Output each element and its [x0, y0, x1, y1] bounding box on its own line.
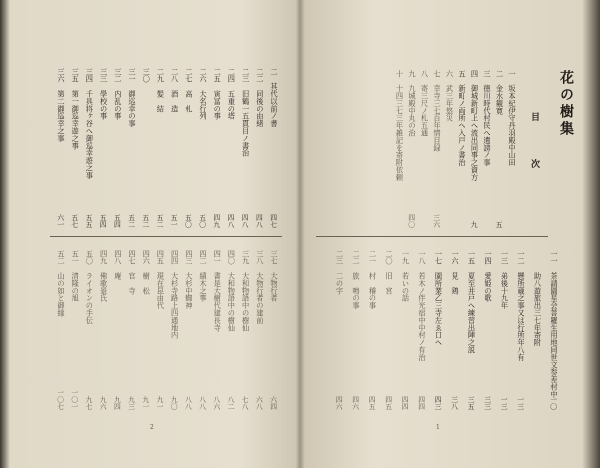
section-divider	[50, 236, 282, 237]
toc-entry	[494, 70, 504, 228]
toc-entry-label: 五一 清隆の旭	[71, 250, 81, 302]
toc-entry	[98, 250, 108, 410]
toc-entry-label: 二 其代以前ノ書	[270, 68, 279, 128]
toc-entry-page: 四三	[433, 396, 442, 410]
toc-entry-label: 五二 山の如と御縁	[57, 250, 66, 317]
toc-entry-page: 一三	[515, 396, 524, 410]
toc-entry-page: 三六	[431, 214, 440, 228]
toc-entry-page: 四八	[254, 214, 263, 228]
toc-entry-label: 三〇	[142, 68, 152, 105]
toc-entry-label: 一八 若木ノ伴光宿中中村ノ有治	[418, 250, 427, 361]
toc-entry-page: 一三	[499, 396, 508, 410]
toc-entry-label: 二 金水観寛	[495, 70, 505, 115]
toc-entry-page: 六四	[268, 396, 277, 410]
toc-entry-page: 四五	[383, 396, 392, 410]
toc-entry	[240, 250, 250, 410]
toc-entry	[466, 250, 476, 410]
toc-entry-label: 四七 官 寺	[128, 250, 137, 295]
toc-entry	[406, 70, 416, 228]
toc-entry-page: 七八	[240, 396, 249, 410]
toc-entry	[254, 250, 264, 410]
toc-entry-label: 六 武三年悠災	[445, 70, 455, 122]
toc-entry-page: 四六	[350, 396, 359, 410]
toc-entry	[98, 68, 108, 228]
toc-entry-label: 一五 夏至井戸へ練習出陣之説	[467, 250, 477, 354]
toc-entry-label: 一六 見 鶏	[451, 250, 460, 295]
toc-entry	[469, 70, 479, 228]
toc-entry-page: 八二	[225, 396, 234, 410]
toc-entry	[83, 68, 93, 228]
toc-entry	[268, 68, 278, 228]
toc-entry-label: 四八 庵	[113, 250, 123, 280]
toc-entry	[183, 250, 193, 410]
toc-entry-label: 八 寄三尺ノ札五通	[420, 70, 430, 137]
toc-entry-label: 二七 高 札	[184, 68, 194, 113]
toc-entry-page: 四四	[416, 396, 425, 410]
book-title: 花の樹集	[558, 70, 574, 138]
toc-entry	[444, 70, 454, 228]
toc-entry-label: 助八遊旅出三七年寄附	[533, 250, 543, 347]
toc-entry-page: 六八	[254, 396, 263, 410]
toc-entry	[55, 68, 65, 228]
toc-entry-page: 四九	[211, 214, 220, 228]
toc-entry-label: 四二 績木之事	[199, 250, 208, 302]
toc-entry-page: 八八	[183, 396, 192, 410]
toc-entry	[225, 250, 235, 410]
toc-entry-label: 三二 内乱の事	[113, 68, 123, 120]
toc-entry	[154, 68, 164, 228]
toc-entry-label: 四五 現在昆由代	[156, 250, 166, 310]
toc-entry	[140, 68, 150, 228]
toc-entry	[268, 250, 278, 410]
toc-entry-page: 四八	[225, 214, 234, 228]
toc-entry	[515, 250, 525, 410]
toc-entry-page: 三三	[482, 396, 491, 410]
toc-entry-page: 四八	[240, 214, 249, 228]
toc-entry-label: 二六 大名行列	[199, 68, 208, 120]
toc-entry-page: 九七	[83, 396, 92, 410]
toc-entry-label: 三四 千具将ヶ谷へ御巡幸遊之事	[85, 68, 95, 179]
toc-entry-label: 二四 五重の塔	[227, 68, 237, 120]
toc-entry-page: 九〇	[169, 396, 178, 410]
toc-entry-label: 一三 弟後十九年	[500, 250, 510, 310]
toc-entry-label: 三六 第二御巡幸之事	[57, 68, 66, 142]
toc-entry-page: 九一	[140, 396, 149, 410]
toc-entry-page: 五〇	[197, 214, 206, 228]
toc-entry	[431, 70, 441, 228]
toc-entry	[169, 250, 179, 410]
toc-entry-label: 四〇 大和物語中の樹仙	[227, 250, 237, 332]
toc-entry-label: 二二 同後の由緒	[255, 68, 265, 128]
toc-entry-page: 四七	[268, 214, 277, 228]
toc-entry-label: 四 御城新町上へ流出同事之資方	[470, 70, 480, 181]
toc-entry-label: 十 十四三七三年雑記を寄附依頼	[395, 70, 405, 181]
toc-entry-label: 四四 大杉寺路上四通地内	[170, 250, 180, 339]
toc-entry	[126, 68, 136, 228]
toc-entry-label: 一四 愛姫の歌	[484, 250, 493, 302]
toc-entry-label: 一 坂本紀伊守丹羽殿中山田	[508, 70, 517, 167]
toc-entry-page: 四〇	[406, 214, 415, 228]
toc-entry-label: 三 徳川時代村民へ遺謗ノ事	[483, 70, 492, 167]
toc-entry-label: 四九 佛歌景氏	[99, 250, 109, 302]
toc-entry	[383, 250, 393, 410]
toc-entry	[112, 68, 122, 228]
toc-entry-label: 一二 懸所蔵之事又は行所年八有	[517, 250, 526, 361]
toc-entry	[55, 250, 65, 410]
toc-entry-page: 五二	[154, 214, 163, 228]
toc-entry	[367, 250, 377, 410]
toc-entry-page: 一〇	[548, 396, 557, 410]
toc-entry	[334, 250, 344, 410]
toc-heading: 目 次	[529, 112, 539, 182]
toc-entry-label: 四三 大杉中蜘神	[184, 250, 194, 310]
toc-entry	[481, 70, 491, 228]
toc-entry-label: 二三 二の字	[335, 250, 345, 295]
toc-entry-label: 一七 園所業乙三寺左ゑ口へ	[434, 250, 444, 354]
toc-entry-label: 七 幸寺三七百年情目録	[433, 70, 442, 152]
toc-entry-label: 二一 村 稽の事	[368, 250, 378, 310]
toc-entry-page: 九一	[154, 396, 163, 410]
toc-entry	[112, 250, 122, 410]
toc-entry-page: 五二	[126, 214, 135, 228]
toc-entry-label: 四一 書是大樹代建長寺	[213, 250, 223, 332]
toc-entry	[140, 250, 150, 410]
toc-entry	[69, 68, 79, 228]
toc-entry	[211, 250, 221, 410]
toc-entry	[532, 250, 542, 410]
toc-entry	[211, 68, 221, 228]
toc-entry-page: 五四	[112, 214, 121, 228]
page-number-right: 1	[436, 424, 440, 431]
toc-entry-label: 二〇 旧 宮	[385, 250, 394, 295]
section-divider	[316, 236, 548, 237]
toc-entry-page: 九三	[126, 396, 135, 410]
toc-entry	[197, 250, 207, 410]
toc-entry-page: 八六	[211, 396, 220, 410]
toc-entry-label: 三五 第一御巡幸遊之事	[71, 68, 81, 150]
toc-entry-label: 二二 旅 鳴の事	[352, 250, 361, 310]
toc-entry-page: 五〇	[183, 214, 192, 228]
toc-entry-label: 三九 大和物語中の樹仙	[241, 250, 251, 332]
toc-entry-page: 五	[494, 221, 503, 228]
toc-entry-page: 六一	[55, 214, 64, 228]
toc-entry-page: 四四	[400, 396, 409, 410]
toc-entry-page: 四六	[334, 396, 343, 410]
toc-entry	[548, 250, 558, 410]
toc-entry-label: 五 新町ノ両所へ入戸ノ書治	[458, 70, 467, 167]
toc-entry-page: 九四	[112, 396, 121, 410]
toc-entry-page: 五四	[98, 214, 107, 228]
toc-entry-label: 三八 大物行者の建前	[255, 250, 265, 324]
toc-entry-label: 一一 茶請園星会菩羅生用地同世文参差村中	[550, 250, 559, 398]
toc-entry	[154, 250, 164, 410]
toc-entry-page: 四五	[367, 396, 376, 410]
toc-entry	[394, 70, 404, 228]
toc-entry-label: 二五 寅冨の事	[213, 68, 223, 120]
toc-entry-page: 五二	[140, 214, 149, 228]
toc-entry	[416, 250, 426, 410]
right-page	[300, 0, 600, 468]
toc-entry-label: 三一 御巡幸の事	[128, 68, 137, 128]
toc-entry-label: 二三 旧鶴一五貫目ノ書治	[241, 68, 251, 157]
page-number-left: 2	[150, 424, 154, 431]
toc-entry-label: 一九 若いの話	[401, 250, 411, 302]
toc-entry	[225, 68, 235, 228]
toc-entry-label: 五〇 ライオンの手伝	[85, 250, 95, 324]
toc-entry	[499, 250, 509, 410]
toc-entry-page: 五一	[169, 214, 178, 228]
toc-entry-page: 一〇七	[55, 389, 64, 410]
toc-entry	[254, 68, 264, 228]
toc-entry-page: 三八	[449, 396, 458, 410]
toc-entry-page: 一〇一	[69, 389, 78, 410]
toc-entry	[482, 250, 492, 410]
toc-entry-label: 二八 酒 造	[170, 68, 180, 113]
toc-entry	[456, 70, 466, 228]
toc-entry	[69, 250, 79, 410]
toc-entry-page: 三五	[466, 396, 475, 410]
toc-entry-page: 九	[469, 221, 478, 228]
toc-entry-label: 四六 樹 松	[142, 250, 152, 295]
toc-entry	[400, 250, 410, 410]
toc-entry-page: 九六	[98, 396, 107, 410]
toc-entry-label: 二九 髪 結	[156, 68, 166, 113]
toc-entry-page: 八八	[197, 396, 206, 410]
toc-entry	[169, 68, 179, 228]
toc-entry	[126, 250, 136, 410]
toc-entry	[506, 70, 516, 228]
toc-entry	[197, 68, 207, 228]
toc-entry-page: 五七	[69, 214, 78, 228]
toc-entry	[83, 250, 93, 410]
toc-entry-label: 九 九城殿中丸の治	[408, 70, 417, 137]
toc-entry	[419, 70, 429, 228]
toc-entry	[183, 68, 193, 228]
toc-entry-label: 三七 大物行者	[270, 250, 279, 302]
toc-entry	[449, 250, 459, 410]
toc-entry-label: 三三 學校の事	[99, 68, 109, 120]
toc-entry	[240, 68, 250, 228]
toc-entry	[350, 250, 360, 410]
toc-entry-page: 五五	[83, 214, 92, 228]
toc-entry	[433, 250, 443, 410]
